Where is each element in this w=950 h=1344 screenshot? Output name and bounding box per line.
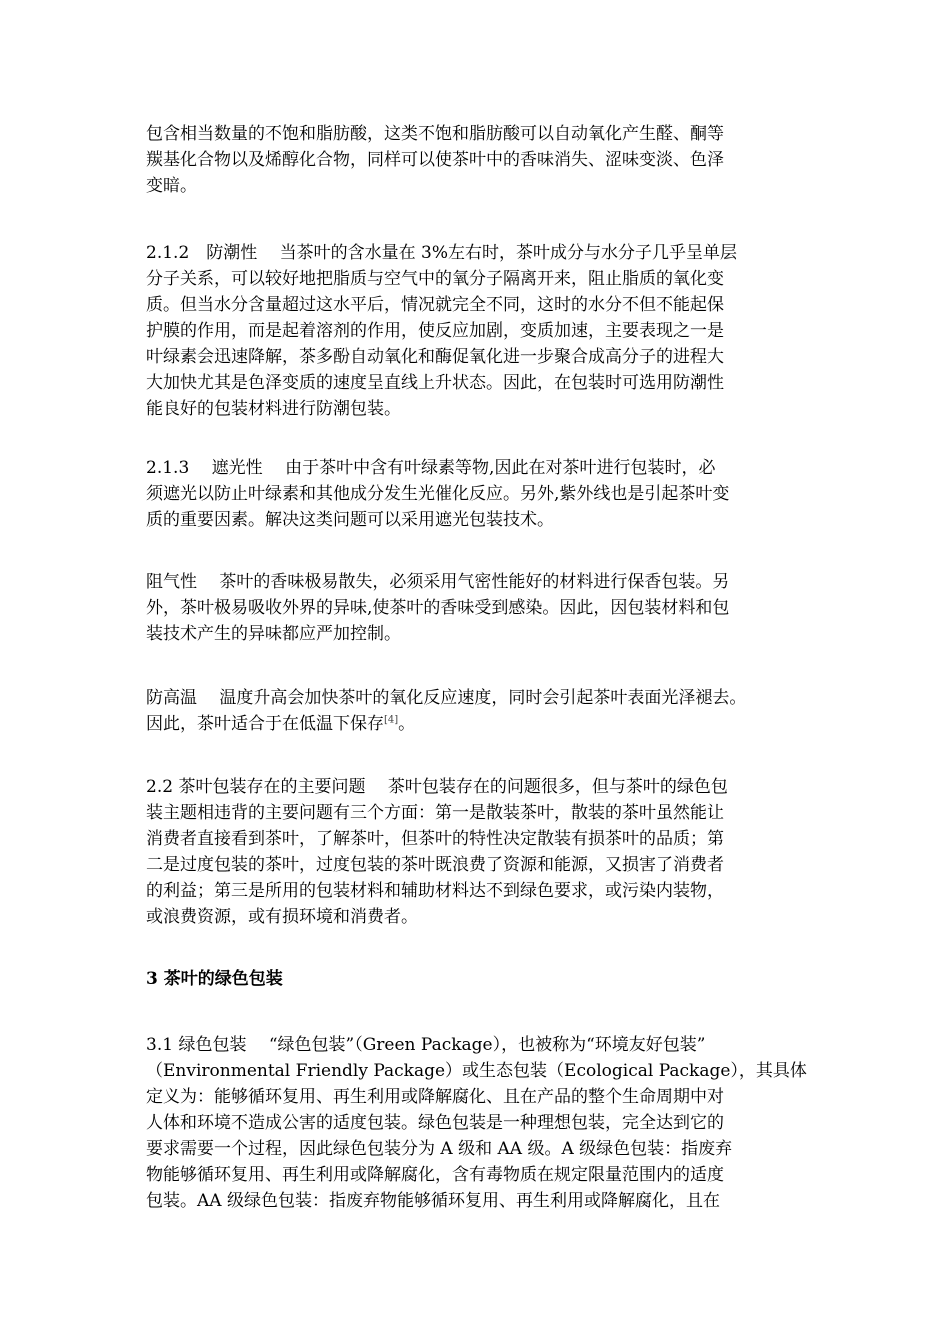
text-line-body: 因此，茶叶适合于在低温下保存 <box>146 714 384 734</box>
text-line: 2.2 茶叶包装存在的主要问题 茶叶包装存在的问题很多，但与茶叶的绿色包 <box>146 777 728 797</box>
text-line: 人体和环境不造成公害的适度包装。绿色包装是一种理想包装，完全达到它的 <box>146 1113 724 1133</box>
text-line: 的利益；第三是所用的包装材料和辅助材料达不到绿色要求，或污染内装物， <box>146 881 724 901</box>
text-line: 消费者直接看到茶叶，了解茶叶，但茶叶的特性决定散装有损茶叶的品质；第 <box>146 829 724 849</box>
text-line: 叶绿素会迅速降解，茶多酚自动氧化和酶促氧化进一步聚合成高分子的进程大 <box>146 347 724 367</box>
paragraph-moisture-proof <box>146 240 810 422</box>
text-line: 须遮光以防止叶绿素和其他成分发生光催化反应。另外,紫外线也是引起茶叶变 <box>146 484 730 504</box>
text-line: 分子关系，可以较好地把脂质与空气中的氧分子隔离开来，阻止脂质的氧化变 <box>146 269 724 289</box>
text-line: 羰基化合物以及烯醇化合物，同样可以使茶叶中的香味消失、涩味变淡、色泽 <box>146 150 724 170</box>
paragraph-gas-barrier <box>146 569 810 647</box>
text-line: 二是过度包装的茶叶，过度包装的茶叶既浪费了资源和能源，又损害了消费者 <box>146 855 724 875</box>
text-line: 装技术产生的异味都应严加控制。 <box>146 624 401 644</box>
text-line: 防高温 温度升高会加快茶叶的氧化反应速度，同时会引起茶叶表面光泽褪去。 <box>146 688 747 708</box>
citation-reference: [4] <box>384 714 399 726</box>
text-line: 2.1.3 遮光性 由于茶叶中含有叶绿素等物,因此在对茶叶进行包装时，必 <box>146 458 716 478</box>
text-line: 外，茶叶极易吸收外界的异味,使茶叶的香味受到感染。因此，因包装材料和包 <box>146 598 730 618</box>
text-line: 装主题相违背的主要问题有三个方面：第一是散装茶叶，散装的茶叶虽然能让 <box>146 803 724 823</box>
text-line-end: 。 <box>398 714 416 734</box>
text-line: 定义为：能够循环复用、再生利用或降解腐化、且在产品的整个生命周期中对 <box>146 1087 724 1107</box>
section-heading: 3 茶叶的绿色包装 <box>146 969 283 989</box>
text-line: 要求需要一个过程，因此绿色包装分为 A 级和 AA 级。A 级绿色包装：指废弃 <box>146 1139 733 1159</box>
text-line: 2.1.2 防潮性 当茶叶的含水量在 3%左右时，茶叶成分与水分子几乎呈单层 <box>146 243 738 263</box>
text-line: 能良好的包装材料进行防潮包装。 <box>146 399 401 419</box>
text-line: 3.1 绿色包装 “绿色包装”（Green Package），也被称为“环境友好包装” <box>146 1035 706 1055</box>
text-line: 包装。AA 级绿色包装：指废弃物能够循环复用、再生利用或降解腐化，且在 <box>146 1191 720 1211</box>
text-line: 包含相当数量的不饱和脂肪酸，这类不饱和脂肪酸可以自动氧化产生醛、酮等 <box>146 124 724 144</box>
text-line: 质。但当水分含量超过这水平后，情况就完全不同，这时的水分不但不能起保 <box>146 295 724 315</box>
text-line: 质的重要因素。解决这类问题可以采用遮光包装技术。 <box>146 510 554 530</box>
text-line: 变暗。 <box>146 176 197 196</box>
text-line <box>146 711 810 737</box>
paragraph-heat-protection <box>146 685 810 737</box>
text-line: 大加快尤其是色泽变质的速度呈直线上升状态。因此，在包装时可选用防潮性 <box>146 373 724 393</box>
paragraph-main-problems <box>146 774 810 930</box>
text-line: 护膜的作用，而是起着溶剂的作用，使反应加剧，变质加速，主要表现之一是 <box>146 321 724 341</box>
text-line: 阻气性 茶叶的香味极易散失，必须采用气密性能好的材料进行保香包装。另 <box>146 572 730 592</box>
text-line: 物能够循环复用、再生利用或降解腐化，含有毒物质在规定限量范围内的适度 <box>146 1165 724 1185</box>
paragraph-fatty-acids <box>146 121 810 199</box>
paragraph-green-packaging <box>146 1032 810 1214</box>
text-line: 或浪费资源，或有损环境和消费者。 <box>146 907 418 927</box>
paragraph-light-shielding <box>146 455 810 533</box>
text-line: （Environmental Friendly Package）或生态包装（Ecological Package），其具体 <box>146 1061 807 1081</box>
